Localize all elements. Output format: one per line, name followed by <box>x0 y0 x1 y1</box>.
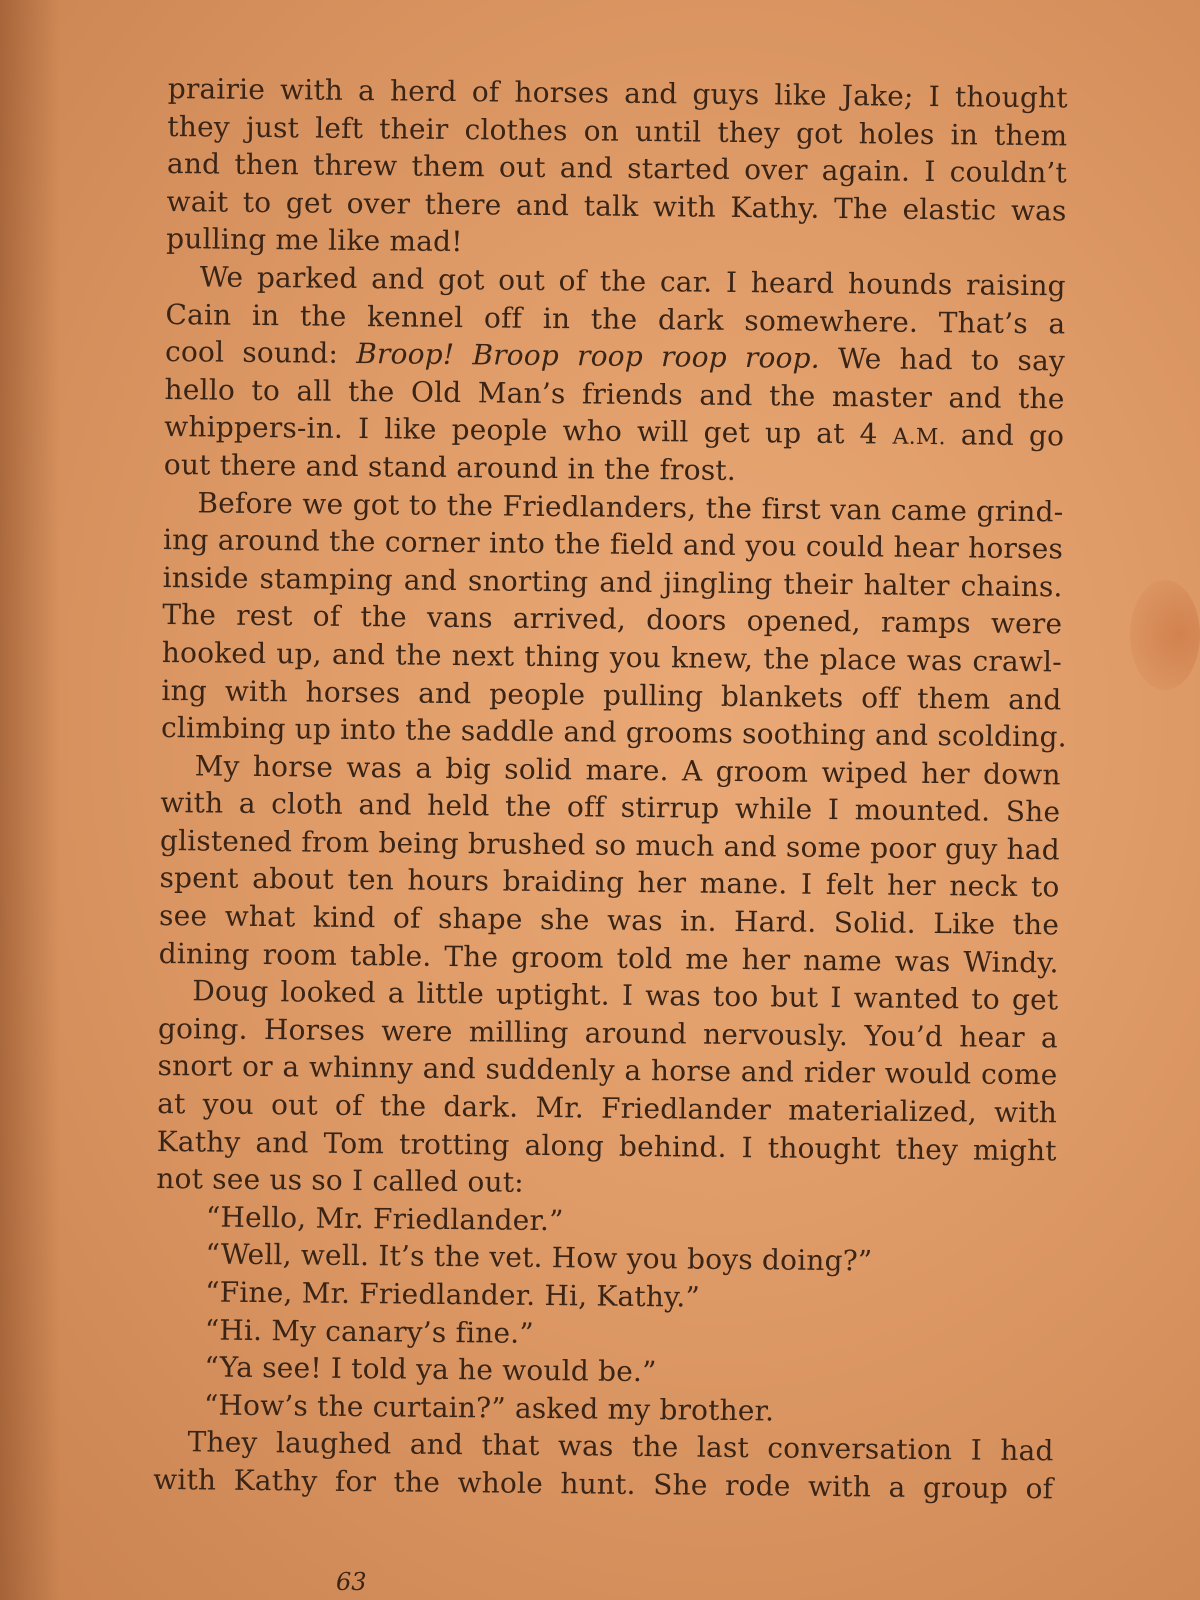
text-line: hooked up, and the next thing you knew, the place was crawl- <box>161 635 1063 679</box>
text-line: Doug looked a little uptight. I was too but I wanted to get <box>192 974 1059 1017</box>
text-line: hello to all the Old Man’s friends and the master and the <box>164 372 1065 416</box>
text-line: Before we got to the Friedlanders, the first van came grind- <box>197 485 1064 528</box>
text-line: dining room table. The groom told me her name was Windy. <box>158 936 1059 980</box>
text-line: ing around the corner into the field and you could hear horses <box>162 523 1064 566</box>
text-line: ing with horses and people pulling blankets off them and <box>161 673 1062 716</box>
text-line: see what kind of shape she was in. Hard. Solid. Like the <box>158 899 1060 942</box>
body-text <box>153 70 1068 1508</box>
text-line: inside stamping and snorting and jingling their halter chains. <box>162 560 1063 604</box>
text-line: prairie with a herd of horses and guys like Jake; I thought <box>167 71 1068 115</box>
text-line: out there and stand around in the frost. <box>163 447 737 487</box>
text-line: they just left their clothes on until they got holes in them <box>167 109 1068 153</box>
text-segment: cool sound: <box>164 335 357 371</box>
text-line: and then threw them out and started over again. I couldn’t <box>166 147 1068 190</box>
text-line: with a cloth and held the off stirrup while I mounted. She <box>160 786 1061 829</box>
dialogue-line: “Hello, Mr. Friedlander.” <box>205 1200 564 1238</box>
text-line: not see us so I called out: <box>156 1162 525 1200</box>
page-number: 63 <box>336 1568 367 1596</box>
text-line: Kathy and Tom trotting along behind. I thought they might <box>156 1124 1057 1167</box>
text-segment: We had to say <box>819 341 1066 378</box>
text-line: with Kathy for the whole hunt. She rode with a group of <box>153 1462 1054 1506</box>
dialogue-line: “Fine, Mr. Friedlander. Hi, Kathy.” <box>205 1275 701 1314</box>
spine-shadow <box>0 0 60 1600</box>
text-line: Cain in the kennel off in the dark somewhere. That’s a <box>165 297 1066 340</box>
page-stain <box>1130 580 1200 690</box>
text-line: We parked and got out of the car. I heard hounds raising <box>199 260 1066 303</box>
text-line: climbing up into the saddle and grooms soothing and scolding. <box>160 711 1068 754</box>
text-line: They laughed and that was the last conversation I had <box>187 1425 1054 1468</box>
time-abbreviation: A.M. <box>892 424 946 451</box>
text-line: snort or a whinny and suddenly a horse and rider would come <box>157 1049 1058 1092</box>
text-line: My horse was a big solid mare. A groom wiped her down <box>194 749 1061 792</box>
dialogue-line: “Hi. My canary’s fine.” <box>204 1313 535 1350</box>
text-line: wait to get over there and talk with Kathy. The elastic was <box>166 184 1067 228</box>
text-line: at you out of the dark. Mr. Friedlander materialized, with <box>157 1086 1058 1130</box>
text-line: glistened from being brushed so much and some poor guy had <box>159 823 1061 867</box>
dialogue-line: “Well, well. It’s the vet. How you boys doing?” <box>205 1237 873 1278</box>
text-line: The rest of the vans arrived, doors opened, ramps were <box>162 598 1063 641</box>
text-line: going. Horses were milling around nervously. You’d hear a <box>157 1011 1059 1055</box>
italic-sound: Broop! Broop roop roop roop. <box>356 337 821 375</box>
text-line: spent about ten hours braiding her mane. I felt her neck to <box>159 861 1060 904</box>
text-segment: and go <box>945 418 1065 453</box>
text-segment: whippers-in. I like people who will get up at 4 <box>164 410 893 451</box>
dialogue-line: “How’s the curtain?” asked my brother. <box>203 1388 775 1428</box>
text-line: pulling me like mad! <box>166 222 463 259</box>
dialogue-line: “Ya see! I told ya he would be.” <box>204 1350 657 1389</box>
